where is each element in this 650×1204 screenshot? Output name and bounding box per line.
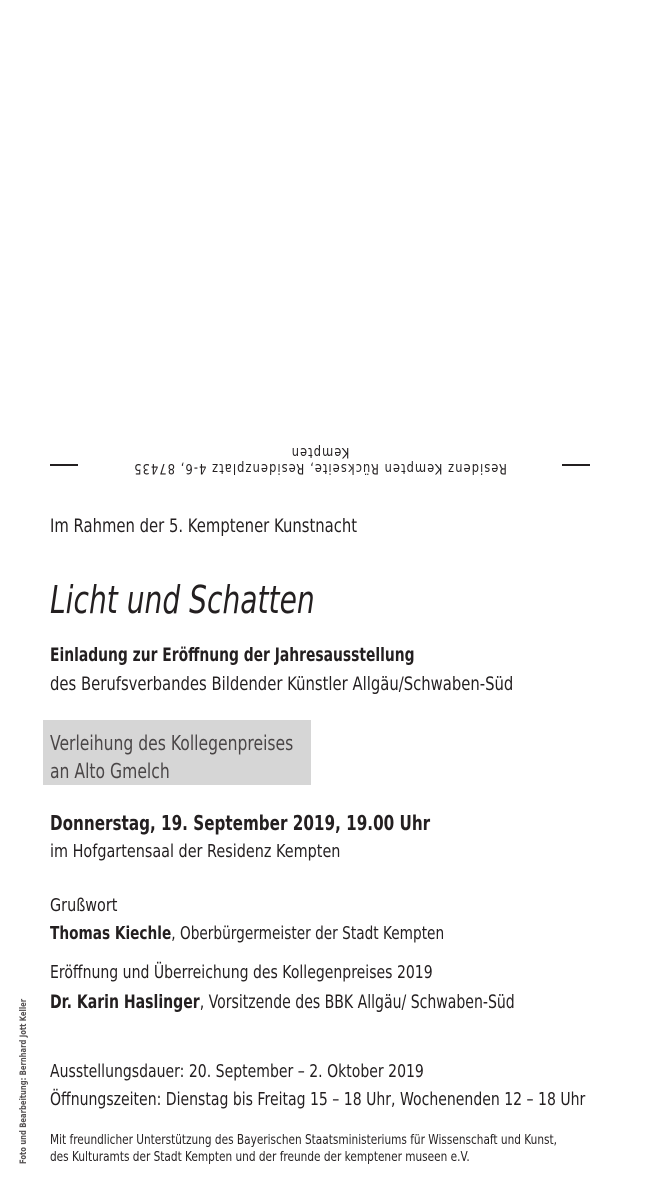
address-dash-right xyxy=(50,465,78,467)
greeting-speaker xyxy=(50,923,569,944)
opening-speaker-name: Dr. Karin Haslinger xyxy=(50,991,200,1013)
event-date xyxy=(50,811,550,835)
context-line xyxy=(50,515,444,537)
invitation-headline-text: Einladung zur Eröffnung der Jahresausstellung xyxy=(50,644,415,666)
greeting-speaker-role: , Oberbürgermeister der Stadt Kempten xyxy=(171,923,445,944)
opening-speaker-role: , Vorsitzende des BBK Allgäu/ Schwaben-Süd xyxy=(199,991,515,1013)
support-line-1 xyxy=(50,1132,650,1148)
opening-speaker xyxy=(50,991,650,1013)
address-line xyxy=(50,444,590,478)
photo-credit xyxy=(19,958,29,1164)
exhibition-duration xyxy=(50,1061,529,1082)
association-text: des Berufsverbandes Bildender Künstler Allgäu/Schwaben-Süd xyxy=(50,673,514,695)
support-line-2 xyxy=(50,1149,588,1165)
association-line xyxy=(50,673,644,695)
event-venue-text: im Hofgartensaal der Residenz Kempten xyxy=(50,841,341,862)
support-line-2-text: des Kulturamts der Stadt Kempten und der freunde der kemptener museen e.V. xyxy=(50,1149,470,1165)
exhibition-title xyxy=(50,578,408,622)
opening-label xyxy=(50,962,541,983)
event-date-text: Donnerstag, 19. September 2019, 19.00 Uhr xyxy=(50,811,431,835)
greeting-label xyxy=(50,895,134,916)
opening-label-text: Eröffnung und Überreichung des Kollegenpreises 2019 xyxy=(50,962,433,983)
award-line-1-text: Verleihung des Kollegenpreises xyxy=(50,731,294,755)
award-line-2 xyxy=(50,759,203,783)
support-line-1-text: Mit freundlicher Unterstützung des Bayerischen Staatsministeriums für Wissenschaft und Kunst, xyxy=(50,1132,557,1148)
photo-credit-text: Foto und Bearbeitung: Bernhard Jott Keller xyxy=(19,998,29,1164)
greeting-speaker-name: Thomas Kiechle xyxy=(50,923,172,944)
context-text: Im Rahmen der 5. Kemptener Kunstnacht xyxy=(50,515,358,537)
greeting-label-text: Grußwort xyxy=(50,895,118,916)
address-dash-left xyxy=(562,465,590,467)
exhibition-title-text: Licht und Schatten xyxy=(50,578,315,622)
award-line-2-text: an Alto Gmelch xyxy=(50,759,170,783)
invitation-headline xyxy=(50,644,549,666)
opening-hours xyxy=(50,1089,650,1110)
opening-hours-text: Öffnungszeiten: Dienstag bis Freitag 15 – 18 Uhr, Wochenenden 12 – 18 Uhr xyxy=(50,1089,586,1110)
address-text: Residenz Kempten Rückseite, Residenzplatz 4-6, 87435 Kempten xyxy=(133,444,507,476)
award-line-1 xyxy=(50,731,362,755)
event-venue xyxy=(50,841,413,862)
exhibition-duration-text: Ausstellungsdauer: 20. September – 2. Oktober 2019 xyxy=(50,1061,424,1082)
